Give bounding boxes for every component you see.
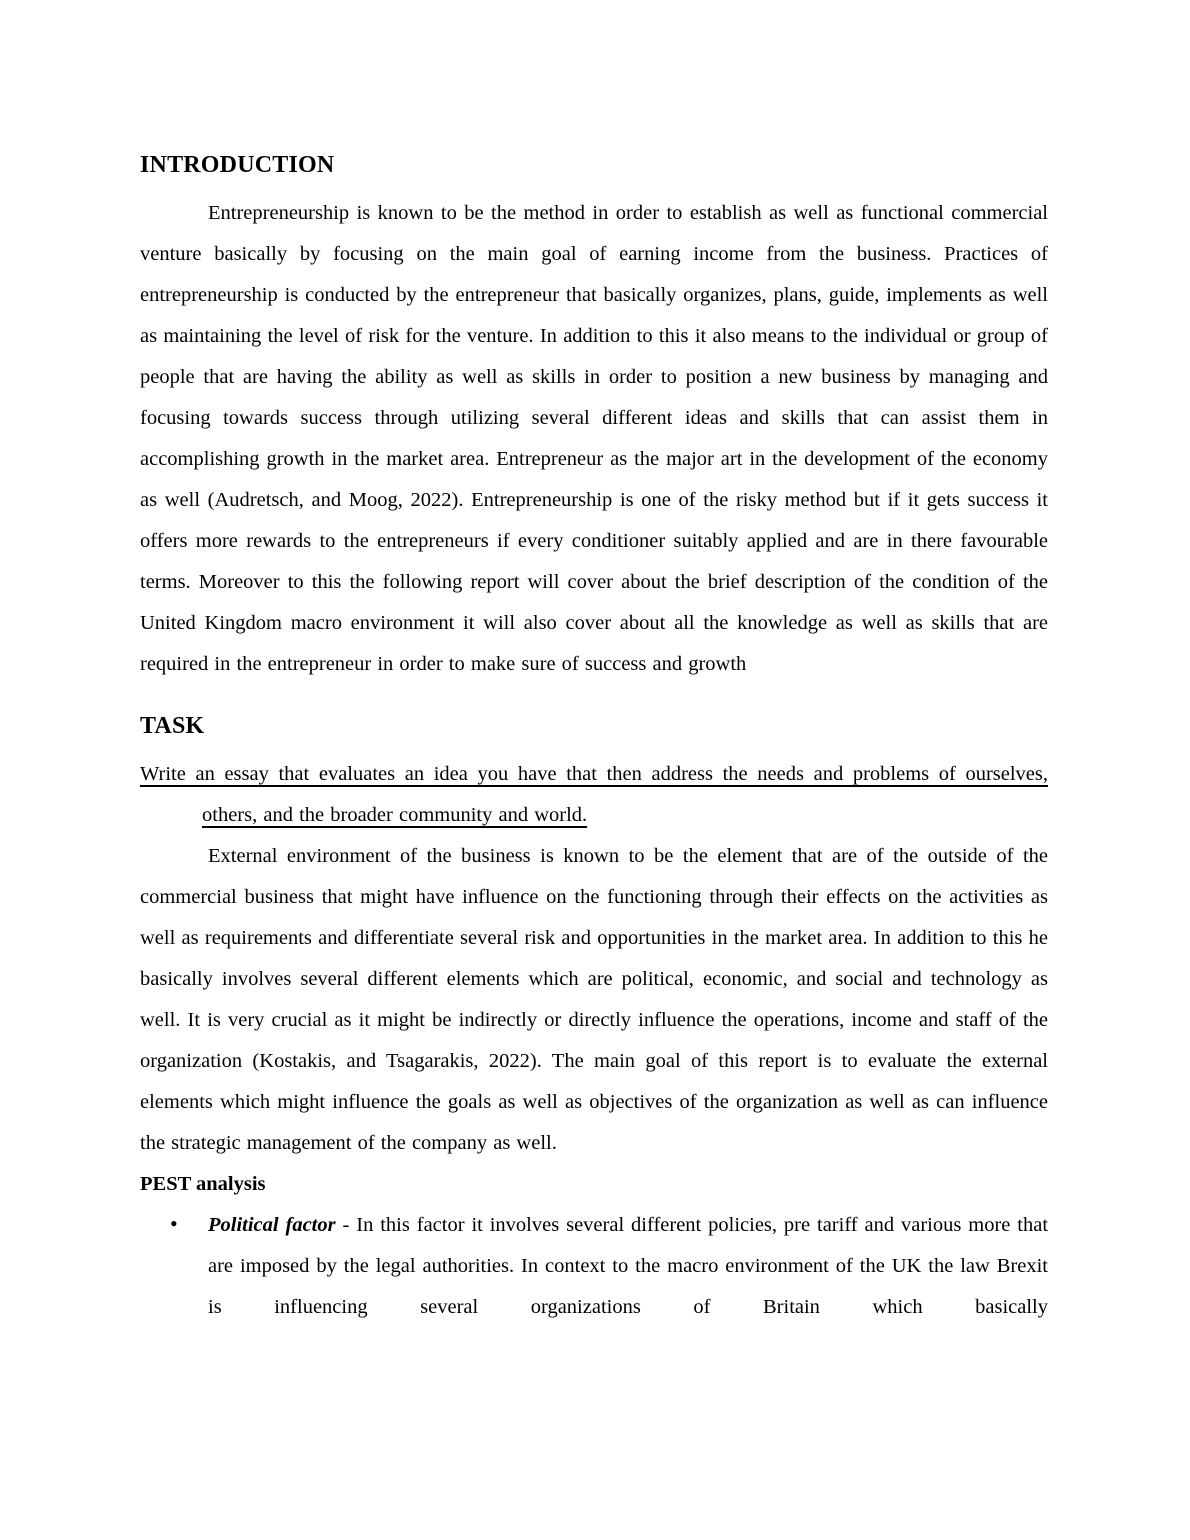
task-heading: TASK (140, 713, 205, 739)
list-item-political-factor (140, 1205, 1048, 1328)
pest-item-description: In this factor it involves several different policies, pre tariff and various more that are imposed by the legal authorities. In context to the macro environment of the UK the law Brexit is influencing several organizations of Britain which basically (208, 1214, 1049, 1318)
pest-item-term: Political factor (208, 1214, 336, 1236)
pest-item-separator: - (335, 1214, 357, 1236)
bullet-icon: • (170, 1211, 178, 1236)
introduction-heading: INTRODUCTION (140, 152, 335, 178)
task-prompt-underlined: Write an essay that evaluates an idea you have that then address the needs and problems of ourselves, others, and the broader community and world. (140, 763, 1048, 826)
introduction-paragraph: Entrepreneurship is known to be the method in order to establish as well as functional commercial venture basically by focusing on the main goal of earning income from the business. Practices of entrepreneurship is conducted by the entrepreneur that basically organizes, plans, guide, implements as well as maintaining the level of risk for the venture. In addition to this it also means to the individual or group of people that are having the ability as well as skills in order to position a new business by managing and focusing towards success through utilizing several different ideas and skills that can assist them in accomplishing growth in the market area. Entrepreneur as the major art in the development of the economy as well (Audretsch, and Moog, 2022). Entrepreneurship is one of the risky method but if it gets success it offers more rewards to the entrepreneurs if every conditioner suitably applied and are in there favourable terms. Moreover to this the following report will cover about the brief description of the condition of the United Kingdom macro environment it will also cover about all the knowledge as well as skills that are required in the entrepreneur in order to make sure of success and growth (140, 202, 1048, 675)
external-environment-paragraph: External environment of the business is known to be the element that are of the outside of the commercial business that might have influence on the functioning through their effects on the activities as well as requirements and differentiate several risk and opportunities in the market area. In addition to this he basically involves several different elements which are political, economic, and social and technology as well. It is very crucial as it might be indirectly or directly influence the operations, income and staff of the organization (Kostakis, and Tsagarakis, 2022). The main goal of this report is to evaluate the external elements which might influence the goals as well as objectives of the organization as well as can influence the strategic management of the company as well. (140, 845, 1048, 1154)
pest-analysis-heading: PEST analysis (140, 1173, 266, 1195)
